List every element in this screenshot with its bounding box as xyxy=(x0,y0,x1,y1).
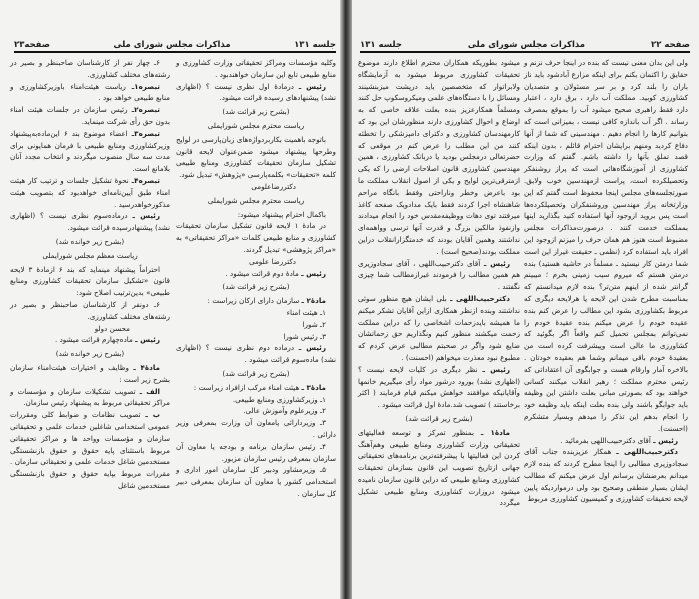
paragraph xyxy=(176,331,336,343)
paragraph xyxy=(176,417,336,441)
paragraph xyxy=(358,57,520,258)
paragraph-text: هیئت امناء مرکب ازافراد زیراست : xyxy=(193,382,302,392)
paragraph-text: ریاست هیئت‌امناء باوزیرکشاورزی و منابع طبیعی خواهد بود . xyxy=(10,81,170,103)
page-header xyxy=(360,36,690,53)
paragraph-text: ۱ـ وزیرکشاورزی ومنابع طبیعی. xyxy=(232,394,326,404)
paragraph-text: (بشرح زیر قرائت شد) xyxy=(222,107,290,117)
paragraph xyxy=(176,319,336,331)
paragraph xyxy=(10,57,170,81)
page-header xyxy=(14,36,336,53)
paragraph-text: ۵ـ وزیرمشاور ودبیر کل سازمان امور اداری و استخدامی کشور یا معاون آن سازمان بمعرفی دبیر کل سازمان . xyxy=(176,465,336,498)
signature xyxy=(176,181,336,193)
paragraph-text: بمنظور تمرکز و توسعه فعالیتهای تحقیقاتی وزارت کشاورزی ومنابع طبیعی وهم‌آهنگ کردن این فعالیتها با پیشرفته‌ترین برنامه‌های تحقیقاتی جهانی ازتاریخ تصویب این قانون بسازمان تحقیقات کشاورزی ومنابع طبیعی که دراین قانون سازمان نامیده میشود دروزارت کشاورزی ومنابع طبیعی تشکیل میگردد xyxy=(358,427,520,508)
paragraph-text: (بشرح زیر خوانده شد) xyxy=(55,349,125,359)
paragraph-text: محسن دولو xyxy=(94,323,130,333)
paragraph xyxy=(10,386,170,410)
speaker-label: رئیس ـ xyxy=(132,211,160,221)
paragraph-text: بلی ایشان هیچ منظور سوئی نداشتند وبنده ازنظر همکاری ازاین آقایان تشکر میکنم ما همیشه بایدزحمات اشخاصی را که دراین مملکت زحمت میکشند منظور کنیم ونگذاریم حق زحماتشان ضایع شود واگر در صحبتم مطالبی عرض کردم که مطبوع نبود معذرت میخواهم (احسنت) . xyxy=(358,293,520,362)
paragraph xyxy=(176,209,336,221)
paragraph xyxy=(10,104,170,128)
text-column xyxy=(176,57,336,500)
session-number: جلسه ۱۳۱ xyxy=(294,40,336,50)
paragraph-text: دکتررضاعلومی xyxy=(251,181,296,191)
paragraph xyxy=(10,210,170,234)
paragraph xyxy=(10,362,170,386)
paragraph xyxy=(10,299,170,323)
paragraph-text: ریاست معظم مجلس شورایملی xyxy=(42,250,138,260)
paragraph xyxy=(10,264,170,299)
paragraph-text: همکار عزیزبنده جناب آقای سجادوزیری مطالبی را اینجا مطرح کردند که بنده لازم میدانم بعرضشان برسانم اول عرض میکنم که مطالب ایشان بسیار منطقی وصحیح بود ولی درمواردیکه پایین لایحه تحقیقات کشاورزی و کمیسیون کشاورزی مربوط xyxy=(524,447,688,504)
paragraph xyxy=(524,435,688,447)
paragraph-text: ریاست محترم مجلس شورایملی xyxy=(207,195,305,205)
page-number: صفحه۲۳ xyxy=(14,40,51,50)
paragraph-text: ۳ـ رئیس شورا xyxy=(283,331,326,341)
speaker-label: تبصره۲ـ xyxy=(131,105,160,115)
speaker-label: تبصره۱ـ xyxy=(131,81,160,91)
speaker-label: رئیس ـ xyxy=(135,335,160,345)
paragraph-text: وکلیه مؤسسات ومراکز تحقیقاتی وزارت کشاورزی و منابع طبیعی تابع این سازمان خواهندبود . xyxy=(176,58,336,79)
paragraph-text: آقای دکترحبیب‌اللهی بفرمائید . xyxy=(560,435,654,445)
right-page xyxy=(352,0,699,599)
paragraph-text: ۶ـ دونفر از کارشناسان صاحبنظر و بصیر در رشته‌های مختلف کشاورزی. xyxy=(10,299,170,321)
paragraph-text: ۱ـ هیئت امناء xyxy=(286,307,326,317)
paragraph xyxy=(10,81,170,105)
speaker-label: دکترحبیب‌اللهی ـ xyxy=(450,293,510,303)
session-number: جلسه ۱۳۱ xyxy=(360,40,402,50)
page-number: صفحه ۲۲ xyxy=(651,40,690,50)
paragraph xyxy=(176,342,336,366)
speaker-label: تبصره۴ـ xyxy=(131,175,160,185)
paragraph xyxy=(176,405,336,417)
left-page xyxy=(0,0,342,599)
paragraph xyxy=(10,128,170,175)
speaker-label: رئیس ـ xyxy=(298,81,327,91)
centered-heading xyxy=(176,368,336,380)
paragraph xyxy=(10,409,170,492)
paragraph xyxy=(176,382,336,394)
centered-heading xyxy=(10,236,170,248)
running-title: مذاکرات مجلس شورای ملی xyxy=(467,40,586,50)
paragraph-text: درمادهٔ اول نظری نیست ؟ (اظهاری نشد) پیشنهادهای رسیده قرائت میشود. xyxy=(176,81,336,103)
paragraph xyxy=(176,220,336,255)
paragraph-text: تصویب تشکیلات سازمان و مؤسسات و مراکز تحقیقاتی مربوط به پیشنهاد رئیس سازمان. xyxy=(10,386,170,408)
centered-heading xyxy=(176,281,336,293)
centered-heading xyxy=(10,250,170,262)
paragraph xyxy=(358,258,520,293)
paragraph-text: ولی این بدان معنی نیست که بنده در اینجا حرف نزنم و حقایق را اکتمان بکنم برای اینکه مزارع آبادشود باید ناز باران را بلند کرد و بر سر مسئولان و متصدیان کشاورزی کوبید. مملکت آب دارد ، برق دارد ، اعتبار دارد فقط راهبری صحیح میشود آب را بموقع بمصرف رساند . اگر آب باندازه کافی نیست ، بمیزانی است که بتوانیم کارها را انجام دهیم . مهندسینی که شما از آنها دفاع کردید ومنهم برایشان احترام قائلم ، بدون اینکه قصد تملق بآنها را داشته باشم. گفتم که وزارت کشاورزی از آموزشگاه‌هائی است که پراز روشنفکر وتحصیلکرده است، پراست ازمهندسین خوب ولایق. صورتجلسه‌های مجلس اینجا محفوظ است گفتم که این وزارتخانه پراز مهندسین وروشنفکران وتحصیلکرده‌ها است پس بروید ازوجود آنها استفاده کنید بگذارید اینها بمملکت خدمت کنند . درصورت‌مذاکرات مجلس مضبوط است هنوز هم همان حرف را میزنم ازوجود این افراد باید استفاده کرد (نظمی ـ حقیقت غیراز این است شما درمتن کار نیستید ـ مسلماً در حاشیه هستید) بنده درمتن هستم که میروم سیب زمینی بخرم ؛ میبینم گرانتر شده از اینهم متن‌تر؟ بنده لازم میدانستم که بمناسبت مطرح شدن این لایحه یا هرلایحه دیگری که مربوط بکشاورزی بشود این مطالب را عرض کنم بنده عقیده خودم را عرض میکنم بنده عقیدهٔ خودم را نمی‌توانم بمجلس تحمیل کنم واقعاً اگر بگوئید که کشاورزی ما عالی است وپیشرفت کرده است من بعقیدهٔ خودم باقی میمانم وشما هم بعقیده خودتان . بالاخره آمار وارقام هست و جوابگوی آن اعتقاداتی که رئیس محترم مملکت ؛ رهبر انقلاب میکنند کسانی خواهند بود که بصورتی مبانی بعلت داشتن این وظیفه باید جوابگو باشند ولی بنده بعلت اینکه باید وظیفه خود را انجام بدهم این تذکر را میدهم وبسیار متشکرم (احسنت). xyxy=(524,58,688,433)
paragraph-text: (بشرح زیر قرائت شد) xyxy=(405,413,473,423)
paragraph xyxy=(10,175,170,210)
paragraph-text: ریاست محترم مجلس شورایملی xyxy=(207,120,305,130)
centered-heading xyxy=(176,195,336,207)
paragraph-text: ۲ـ وزیرعلوم وآموزش عالی. xyxy=(243,406,326,416)
paragraph-text: دکتررضا علومی xyxy=(248,256,296,266)
speaker-label: تبصره۳ـ xyxy=(131,128,160,138)
paragraph-text: آقای دکترحبیب‌اللهی ، آقای سجادوزیری هم همین مطالب را فرمودند غیرازمطالب شما چیزی نگفتند . xyxy=(358,258,520,292)
paragraph xyxy=(524,57,688,435)
text-column xyxy=(524,57,688,505)
centered-heading xyxy=(176,106,336,118)
paragraph-text: ۶ـ چهار نفر از کارشناسان صاحبنظر و بصیر در رشته‌های مختلف کشاورزی. xyxy=(10,58,170,79)
paragraph-text: (بشرح زیر قرائت شد) xyxy=(222,282,290,292)
paragraph-text: باتوجه باهمیت بکاربردواژه‌های زبان‌پارسی در لوایح وطرحها پیشنهاد میشود ضمن‌عنوان لایحه قانون تشکیل سازمان تحقیقات کشاورزی ومنابع طبیعی کلمه «تحقیقات» بکلمه‌پارسی «پژوهش» تبدیل شود. xyxy=(176,134,336,180)
paragraph-text: مادهٔ دوم قرائت میشود . xyxy=(225,268,302,278)
paragraph-text: نظر دیگری در کلیات لایحه نیست ؟ (اظهاری نشد) بورود درشور مواد رأی میگیریم خانمها وآقایانیکه موافقند خواهش میکنم قیام فرمایند ( اکثر برخاستند ) تصویب شد.مادهٔ اول قرائت میشود . xyxy=(358,364,520,410)
paragraph-text: در مادهٔ ۱ لایحه قانون تشکیل سازمان تحقیقات کشاورزی و منابع طبیعی کلمات «مراکز تحقیقاتی» به «مراکز پژوهشی» تبدیل گردند. xyxy=(176,221,336,254)
paragraph-text: نحوهٔ تشکیل جلسات و ترتیب کار هیئت امناء طبق آیین‌نامه‌ای خواهدبود که بتصویب هیئت مذکورخواهدرسید . xyxy=(10,175,170,209)
running-title: مذاکرات مجلس شورای ملی xyxy=(113,40,231,50)
paragraph-text: درماده دوم نظری نیست ؟ (اظهاری نشد) ماده‌سوم قرائت میشود . xyxy=(176,343,336,365)
paragraph-text: باکمال احترام پیشنهاد میشود: xyxy=(237,209,326,219)
paragraph xyxy=(358,427,520,510)
paragraph xyxy=(176,464,336,499)
speaker-label: رئیس ـ xyxy=(298,343,327,353)
speaker-label: دکترحبیب‌اللهی ـ xyxy=(616,447,678,457)
paragraph-text: (بشرح زیر خوانده شد) xyxy=(55,236,125,246)
paragraph xyxy=(176,134,336,181)
speaker-label: مادهٔ۱ ـ xyxy=(480,427,510,437)
centered-heading xyxy=(358,413,520,425)
paragraph xyxy=(176,268,336,280)
text-column xyxy=(358,57,520,509)
paragraph-text: درماده‌سوم نظری نیست ؟ (اظهاری نشد) پیشنهادرسیده قرائت میشود. xyxy=(10,211,170,233)
speaker-label: مادهٔ۳ ـ xyxy=(301,382,326,392)
centered-heading xyxy=(176,120,336,132)
paragraph-text: رئیس سازمان در جلسات هیئت امناء بدون حق رأی شرکت مینماید. xyxy=(10,105,170,126)
paragraph xyxy=(358,293,520,364)
text-column xyxy=(10,57,170,492)
paragraph-text: سازمان دارای ارکان زیراست : xyxy=(207,296,302,306)
paragraph xyxy=(524,446,688,505)
paragraph xyxy=(176,394,336,406)
speaker-label: الف ـ xyxy=(139,386,161,396)
speaker-label: مادهٔ۴ ـ xyxy=(133,362,160,372)
paragraph-text: تصویب نظامات و ضوابط کلی ومقررات عمومی استخدامی شاغلین خدمات علمی و تحقیقاتی سازمان و مؤسسات وواحد ها و مراکز تحقیقاتی مربوط باستثنای پایه حقوق و حقوق بازنشستگی مستخدمین شاغل خدمات علمی و تحقیقاتی سازمان . مقررات مربوط بپایه حقوق و حقوق بازنشستگی مستخدمین شاغل xyxy=(10,410,170,490)
paragraph-text: ۲ـ شورا xyxy=(302,319,326,329)
paragraph-text: احتراماً پیشنهاد مینماید که بند ۶ ازمادهٔ ۳ لایحه قانون «تشکیل سازمان تحقیقات کشاورزی ومنابع طبیعی» بدین‌ترتیب اصلاح شود: xyxy=(10,264,170,298)
paragraph-text: وظایف و اختیارات هیئت‌امناء سازمان بشرح زیر است : xyxy=(10,362,170,384)
speaker-label: رئیس ـ xyxy=(483,258,511,268)
signature xyxy=(176,256,336,268)
paragraph-text: ماده‌چهارم قرائت میشود . xyxy=(55,335,136,345)
speaker-label: رئیس ـ xyxy=(653,435,678,445)
paragraph-text: میشود بطوریکه همکاران محترم اطلاع دارند موضوع تحقیقات کشاورزی مربوط میشود به آزمایشگاه ولابراتوار که متخصصین باید درپشت میزبنشینند ومسائل را با دستگاه‌های علمی ومیکروسکوپ حل کنند ومسلماً همکارعزیز بنده بعلت علاقه خاصی که به اوضاع و احوال کشاورزی دارند منظورشان این بود که کارمهندسان کشاورزی و دکترای دامپزشکی را تخطئه کنند من این مطلب را عرض کنم در موقعی که حضرتعالی درمجلس بودید یا دربانک کشاورزی ، همین مهندسین کشاورزی قانون اصلاحات ارضی را که یکی ازمترقی‌ترین لوایح و یکی از اصول انقلاب مملکت ما بود باعرض وخطر وناراحتی وفقط بانگاه مراحم شاهنشاه اجرا کردند فقط بایک مدادویک صفحه کاغذ میرفتند توی دهات ووظیفه‌مقدس خود را انجام میدادند وازنفوذ مالکین بزرگ و قدرت آنها ترسی وواهمه‌ای نداشتند وهمین آقایان بودند که خدمتگزارانقلاب دراین مملکت بودند(صحیح است) . xyxy=(358,58,520,256)
paragraph xyxy=(176,81,336,105)
paragraph xyxy=(176,57,336,81)
paragraph xyxy=(176,295,336,307)
paragraph-text: (بشرح زیر قرائت شد) xyxy=(222,368,290,378)
speaker-label: رئیس ـ xyxy=(301,268,326,278)
paragraph xyxy=(358,364,520,411)
paragraph-text: اعضاء موضوع بند ۶ این‌ماده‌به‌پیشنهاد وزیرکشاورزی ومنابع طبیعی با فرمان همایونی برای مدت سه سال منصوب میگردند و انتخاب مجدد آنان بلامانع است. xyxy=(10,128,170,174)
centered-heading xyxy=(10,348,170,360)
paragraph xyxy=(176,441,336,465)
paragraph xyxy=(176,307,336,319)
speaker-label: ب ـ xyxy=(145,410,160,420)
paragraph-text: ۴ـ رئیس سازمان برنامه و بودجه یا معاون آن سازمان بمعرفی رئیس سازمان مزبور. xyxy=(176,441,336,463)
speaker-label: رئیس ـ xyxy=(482,364,510,374)
paragraph-text: ۳ـ وزیردارائی یامعاون آن وزارت بمعرفی وزیر دارائی . xyxy=(176,418,336,439)
signature xyxy=(10,323,170,335)
paragraph xyxy=(10,334,170,346)
speaker-label: مادهٔ۲ ـ xyxy=(301,296,326,306)
